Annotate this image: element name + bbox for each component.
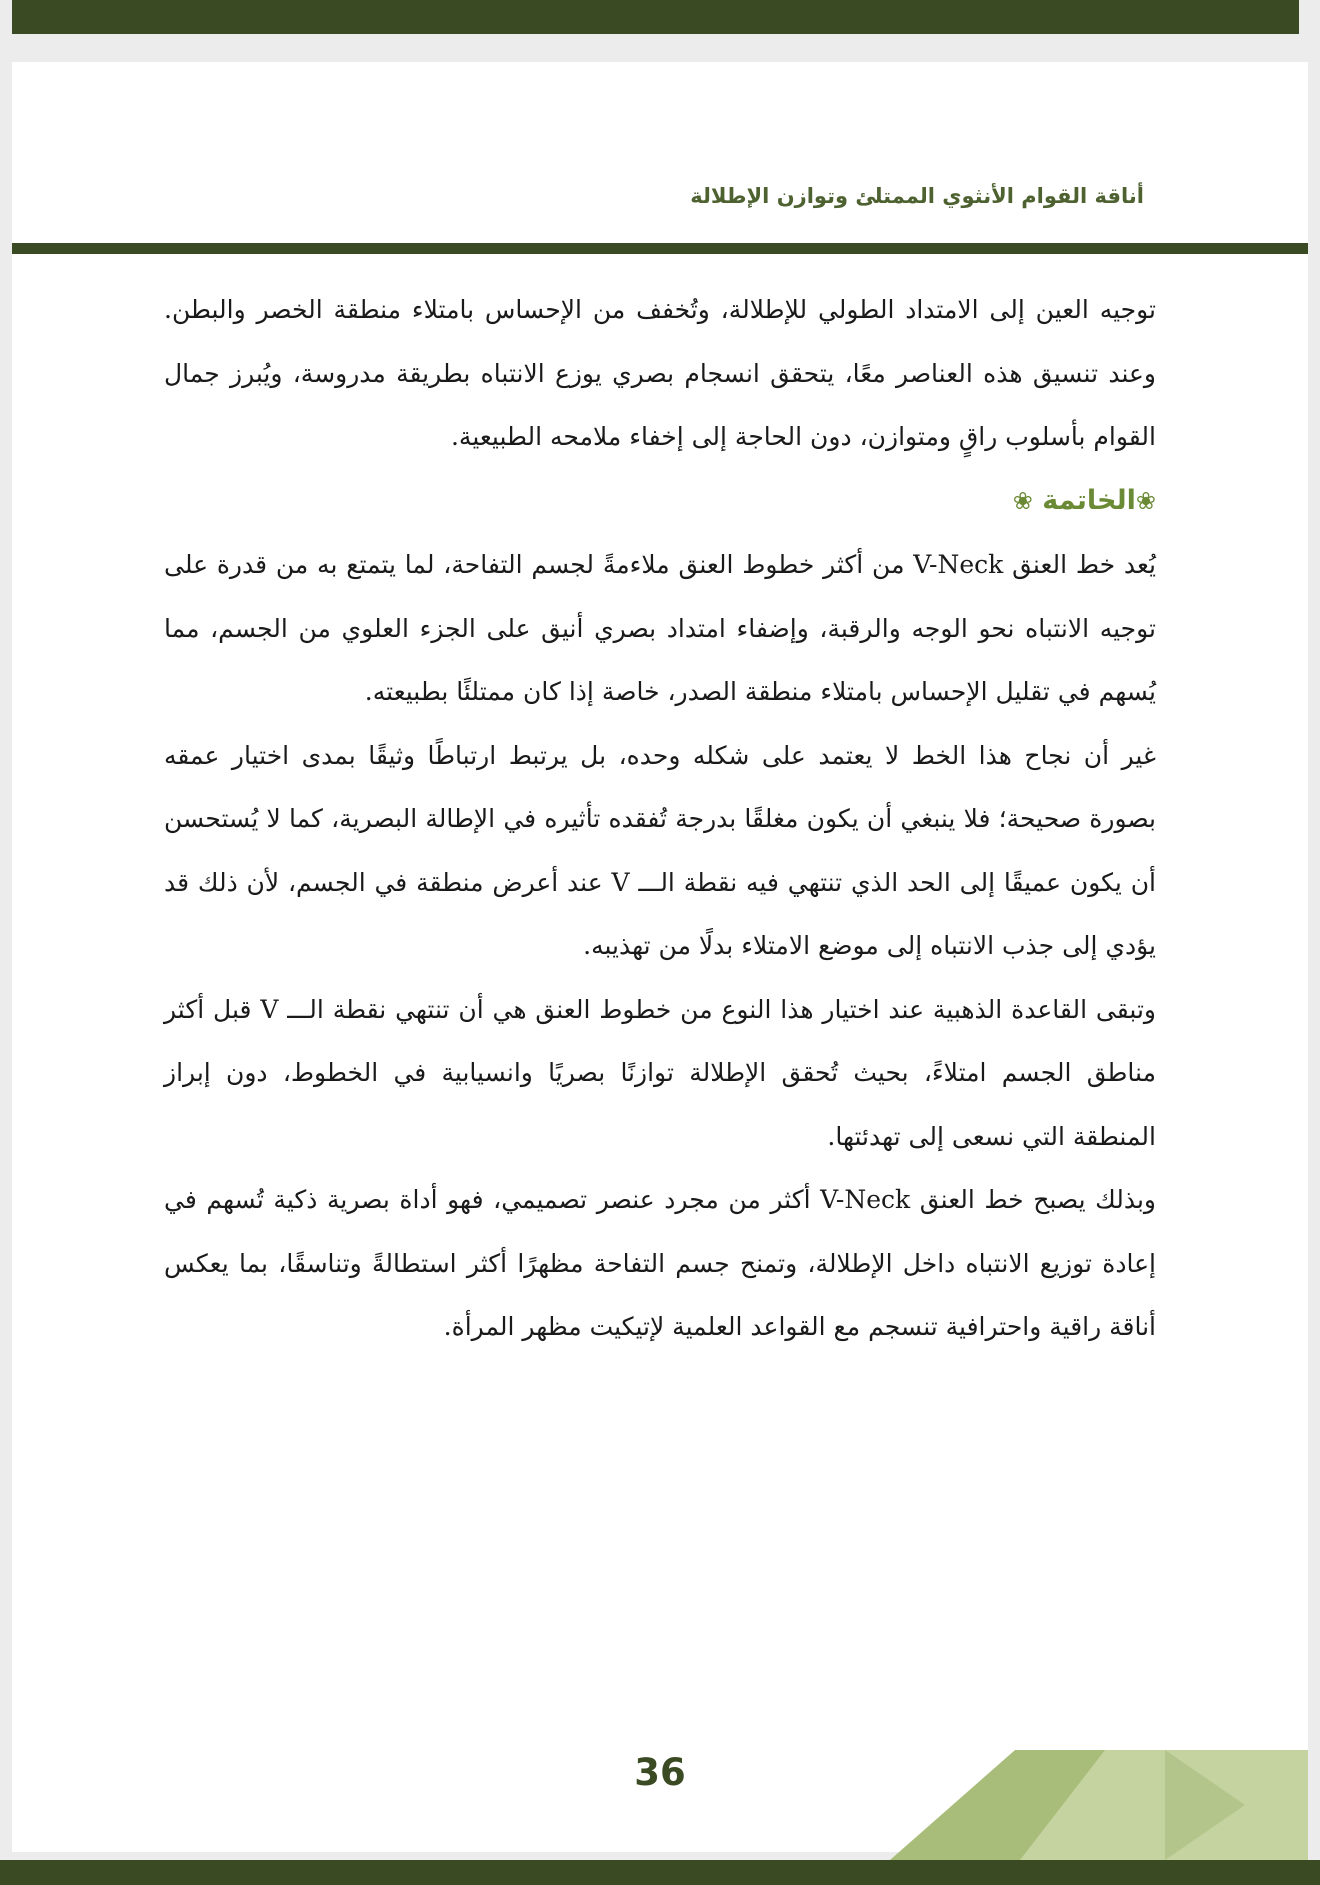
paragraph-text: عند أعرض منطقة في الجسم، لأن ذلك قد يؤدي إلى جذب الانتباه إلى موضع الامتلاء بدلًا من تهذيبه. bbox=[164, 867, 1156, 960]
paragraph-text: وتبقى القاعدة الذهبية عند اختيار هذا النوع من خطوط العنق هي أن تنتهي نقطة الـــ bbox=[278, 994, 1156, 1024]
conclusion-paragraph-3 bbox=[164, 978, 1156, 1169]
header-rule bbox=[12, 243, 1308, 254]
intro-paragraph: توجيه العين إلى الامتداد الطولي للإطلالة، وتُخفف من الإحساس بامتلاء منطقة الخصر والبطن. وعند تنسيق هذه العناصر معًا، يتحقق انسجام بصري يوزع الانتباه بطريقة مدروسة، ويُبرز جمال القوام بأسلوب راقٍ ومتوازن، دون الحاجة إلى إخفاء ملامحه الطبيعية. bbox=[164, 295, 1156, 451]
section-heading-text: الخاتمة bbox=[1042, 484, 1136, 516]
paragraph-text: يُعد خط العنق bbox=[1003, 550, 1156, 579]
flower-icon: ❀ bbox=[1012, 486, 1033, 515]
latin-term: V-Neck bbox=[820, 1185, 911, 1214]
latin-term: V bbox=[611, 867, 630, 897]
bottom-border-bar bbox=[0, 1860, 1320, 1885]
flower-icon: ❀ bbox=[1135, 486, 1156, 515]
paragraph-text: وبذلك يصبح خط العنق bbox=[910, 1185, 1156, 1214]
corner-decoration bbox=[890, 1750, 1308, 1860]
latin-term: V-Neck bbox=[913, 550, 1004, 579]
page-number: 36 bbox=[634, 1751, 686, 1794]
latin-term: V bbox=[260, 994, 279, 1024]
top-border-bar bbox=[12, 0, 1299, 34]
paragraph-text: قبل أكثر مناطق الجسم امتلاءً، بحيث تُحقق الإطلالة توازنًا بصريًا وانسيابية في الخطوط، دون إبراز المنطقة التي نسعى إلى تهدئتها. bbox=[164, 994, 1156, 1151]
paragraph-text: غير أن نجاح هذا الخط لا يعتمد على شكله وحده، بل يرتبط ارتباطًا وثيقًا بمدى اختيار عمقه بصورة صحيحة؛ فلا ينبغي أن يكون مغلقًا بدرجة تُفقده تأثيره في الإطالة البصرية، كما لا يُستحسن أن يكون عميقًا إلى الحد الذي تنتهي فيه نقطة الـــ bbox=[164, 740, 1156, 897]
conclusion-paragraph-4 bbox=[164, 1168, 1156, 1359]
section-heading-conclusion bbox=[164, 469, 1156, 534]
paragraph-text: من أكثر خطوط العنق ملاءمةً لجسم التفاحة، لما يتمتع به من قدرة على توجيه الانتباه نحو الوجه والرقبة، وإضفاء امتداد بصري أنيق على الجزء العلوي من الجسم، مما يُسهم في تقليل الإحساس بامتلاء منطقة الصدر، خاصة إذا كان ممتلئًا بطبيعته. bbox=[164, 550, 1156, 706]
body-text bbox=[164, 278, 1156, 1359]
conclusion-paragraph-2 bbox=[164, 724, 1156, 978]
conclusion-paragraph-1 bbox=[164, 533, 1156, 724]
paragraph-text: أكثر من مجرد عنصر تصميمي، فهو أداة بصرية ذكية تُسهم في إعادة توزيع الانتباه داخل الإطلالة، وتمنح جسم التفاحة مظهرًا أكثر استطالةً وتناسقًا، بما يعكس أناقة راقية واحترافية تنسجم مع القواعد العلمية لإتيكيت مظهر المرأة. bbox=[164, 1185, 1156, 1341]
running-header-title: أناقة القوام الأنثوي الممتلئ وتوازن الإطلالة bbox=[690, 184, 1144, 208]
